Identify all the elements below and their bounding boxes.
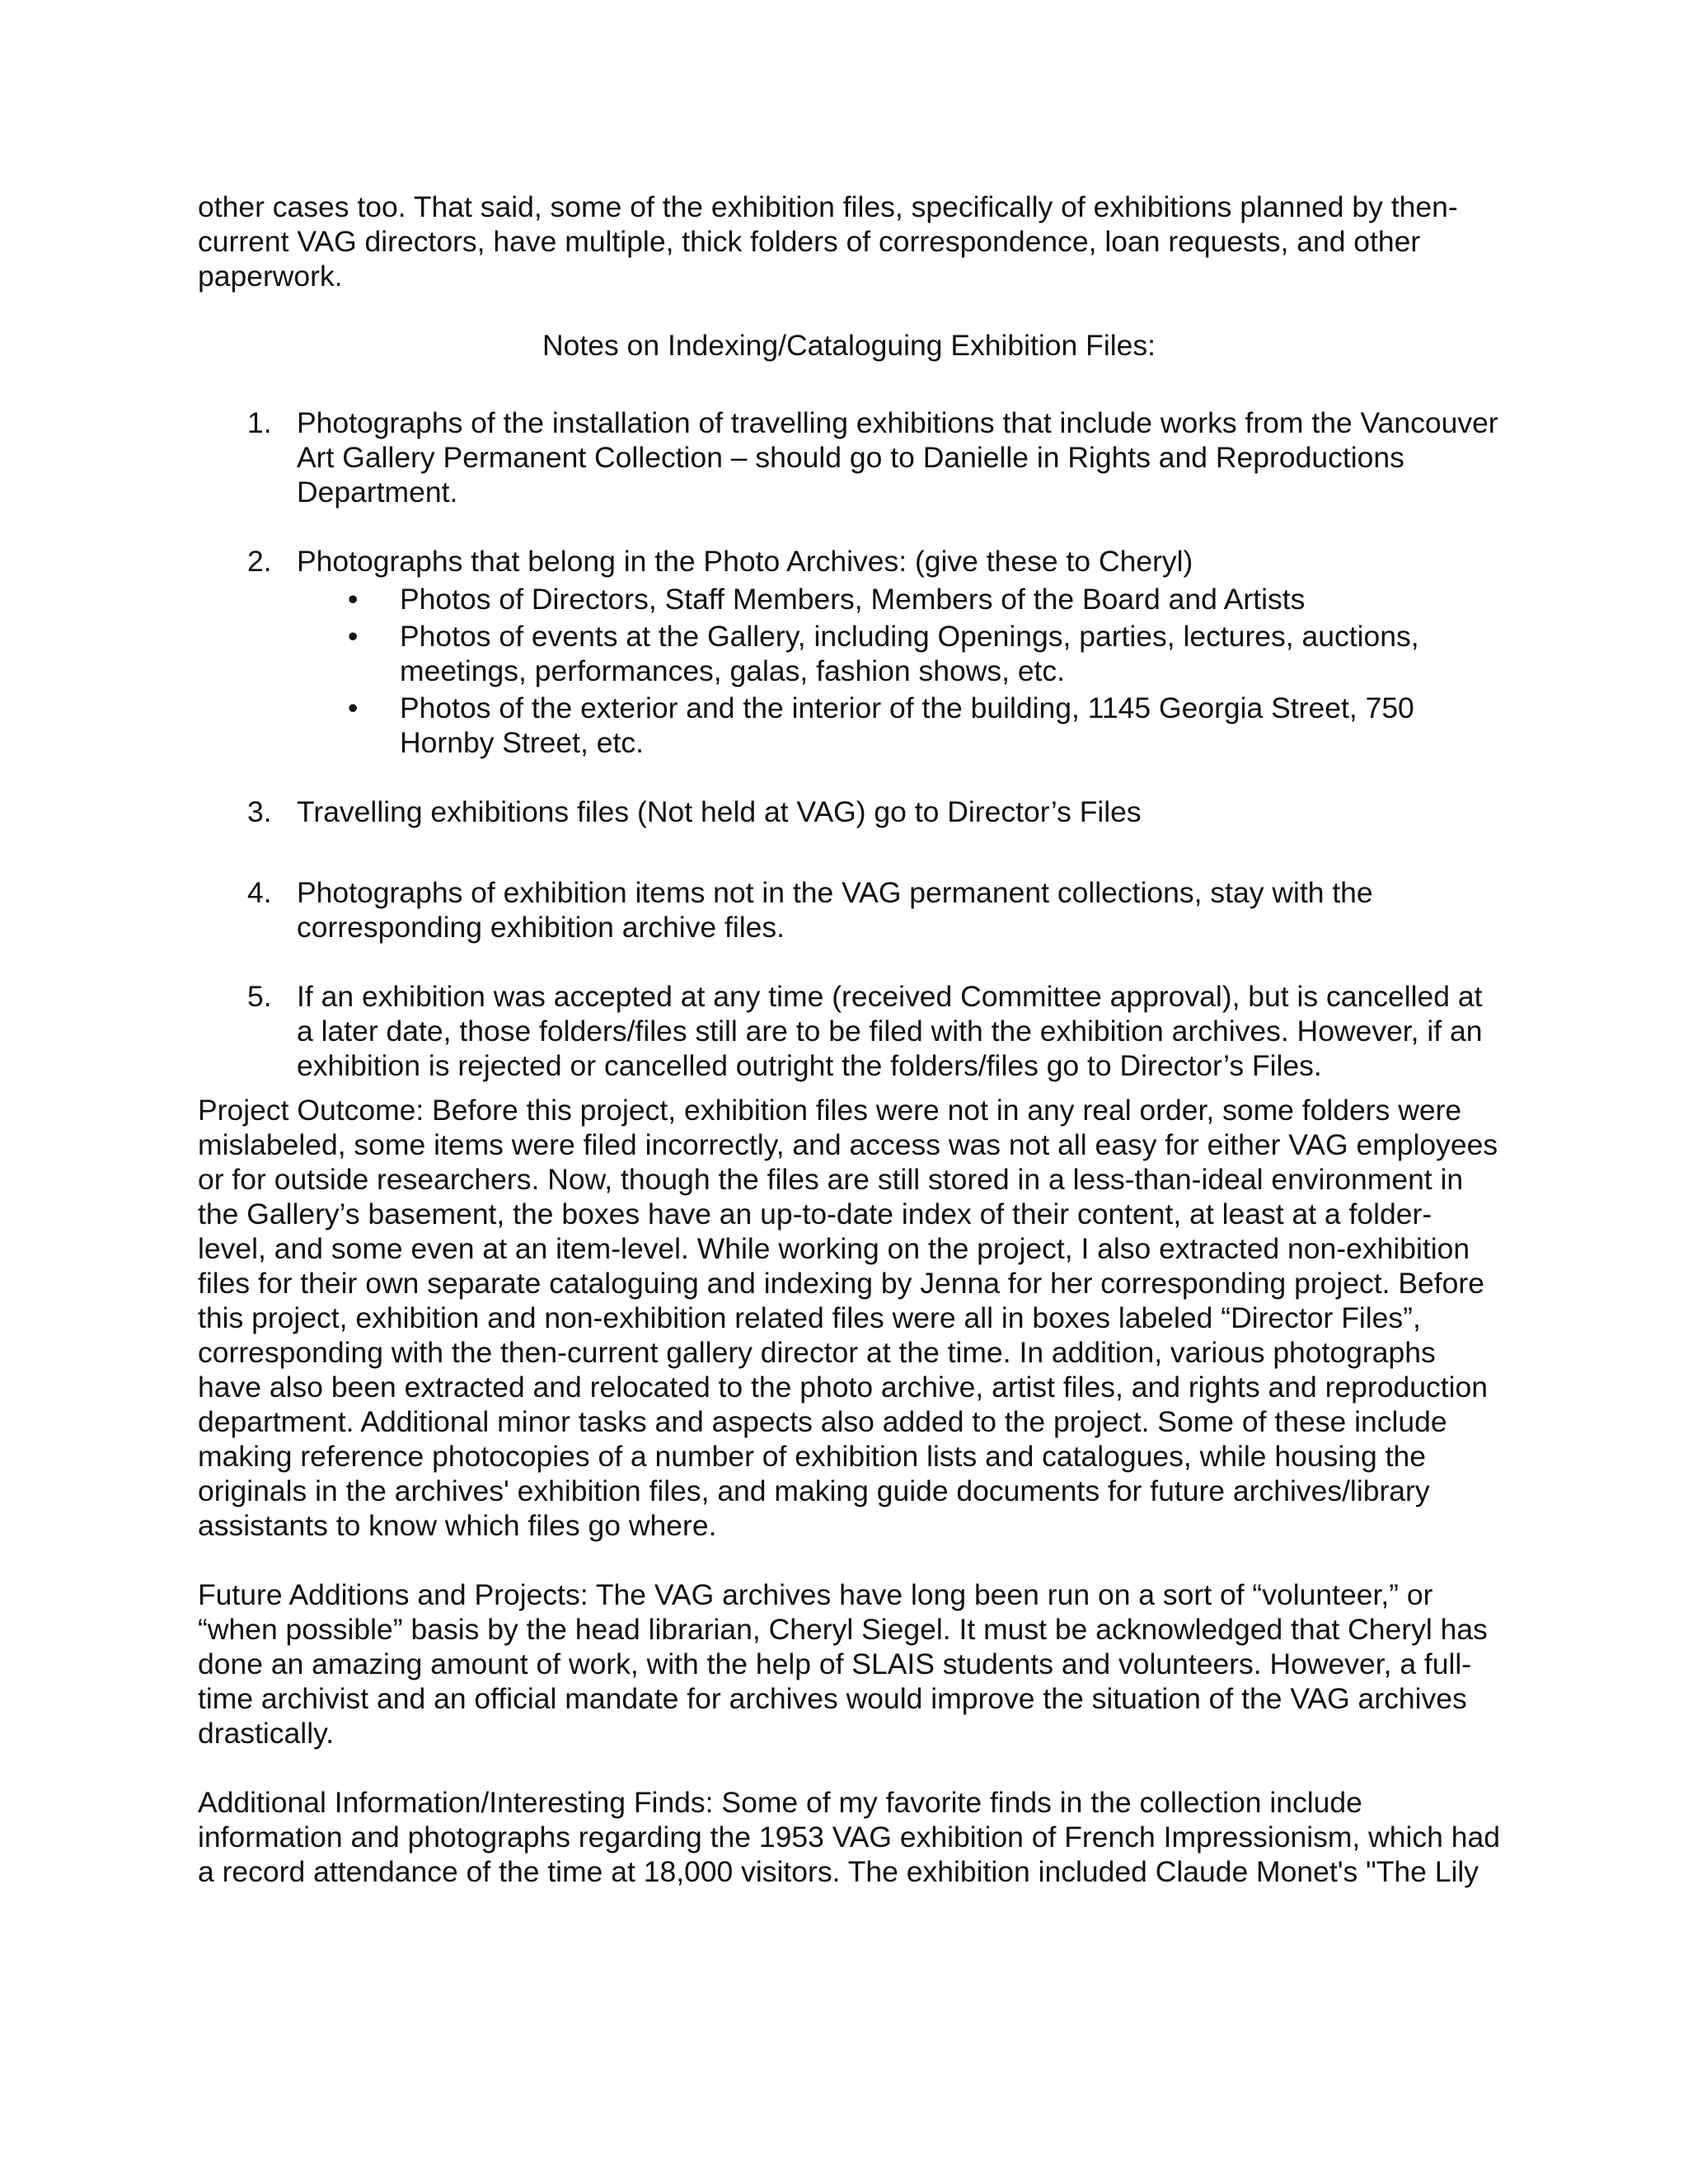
list-item: [198, 979, 1500, 1083]
bullet-item: [297, 582, 1500, 616]
project-outcome-text: Before this project, exhibition files were not in any real order, some folders were mislabeled, some items were filed incorrectly, and access was not all easy for either VAG employees or for outside researchers. Now, though the files are still stored in a less-than-ideal environment in the Gallery’s basement, the boxes have an up-to-date index of their content, at least at a folder-level, and some even at an item-level. While working on the project, I also extracted non-exhibition files for their own separate cataloguing and indexing by Jenna for her corresponding project. Before this project, exhibition and non-exhibition related files were all in boxes labeled “Director Files”, corresponding with the then-current gallery director at the time. In addition, various photographs have also been extracted and relocated to the photo archive, artist files, and rights and reproduction department. Additional minor tasks and aspects also added to the project. Some of these include making reference photocopies of a number of exhibition lists and catalogues, while housing the originals in the archives' exhibition files, and making guide documents for future archives/library assistants to know which files go where.: [198, 1094, 1498, 1542]
list-number: 1.: [247, 406, 272, 439]
bullet-text: Photos of events at the Gallery, including Openings, parties, lectures, auctions, meetings, performances, galas, fashion shows, etc.: [400, 620, 1419, 687]
bullet-item: [297, 691, 1500, 760]
additional-info-paragraph: [198, 1785, 1500, 1889]
bullet-icon: •: [348, 620, 359, 653]
notes-list: [198, 405, 1500, 1083]
list-number: 4.: [247, 876, 272, 909]
bullet-item: [297, 619, 1500, 688]
list-item-text: Photographs of exhibition items not in the VAG permanent collections, stay with the corresponding exhibition archive files.: [297, 876, 1373, 944]
list-number: 2.: [247, 545, 272, 578]
future-additions-label: Future Additions and Projects:: [198, 1578, 588, 1611]
list-number: 3.: [247, 795, 272, 828]
future-additions-paragraph: [198, 1577, 1500, 1750]
list-item: [198, 544, 1500, 760]
list-number: 5.: [247, 980, 272, 1013]
project-outcome-label: Project Outcome:: [198, 1094, 424, 1127]
list-item-text: Travelling exhibitions files (Not held at VAG) go to Director’s Files: [297, 795, 1142, 828]
list-item-text: Photographs of the installation of travelling exhibitions that include works from the Vancouver Art Gallery Permanent Collection – should go to Danielle in Rights and Reproductions Department.: [297, 406, 1498, 509]
list-item: [198, 875, 1500, 944]
document-page: [198, 190, 1500, 1924]
bullet-icon: •: [348, 691, 359, 724]
future-additions-text: The VAG archives have long been run on a sort of “volunteer,” or “when possible” basis by the head librarian, Cheryl Siegel. It must be acknowledged that Cheryl has done an amazing amount of work, with the help of SLAIS students and volunteers. However, a full-time archivist and an official mandate for archives would improve the situation of the VAG archives drastically.: [198, 1578, 1488, 1750]
project-outcome-paragraph: [198, 1093, 1500, 1543]
additional-info-label: Additional Information/Interesting Finds:: [198, 1786, 714, 1819]
list-item-text: Photographs that belong in the Photo Archives: (give these to Cheryl): [297, 545, 1193, 578]
bullet-list: [297, 582, 1500, 760]
bullet-icon: •: [348, 583, 359, 616]
list-item: [198, 405, 1500, 509]
bullet-text: Photos of the exterior and the interior of the building, 1145 Georgia Street, 750 Hornby Street, etc.: [400, 691, 1414, 759]
list-item: [198, 794, 1500, 829]
list-item-text: If an exhibition was accepted at any time (received Committee approval), but is cancelled at a later date, those folders/files still are to be filed with the exhibition archives. However, if an exhibition is rejected or cancelled outright the folders/files go to Director’s Files.: [297, 980, 1483, 1082]
bullet-text: Photos of Directors, Staff Members, Members of the Board and Artists: [400, 583, 1306, 616]
additional-info-text: Some of my favorite finds in the collection include information and photographs regarding the 1953 VAG exhibition of French Impressionism, which had a record attendance of the time at 18,000 visitors. The exhibition included Claude Monet's "The Lily: [198, 1786, 1500, 1888]
section-heading: Notes on Indexing/Cataloguing Exhibition Files:: [542, 329, 1156, 362]
intro-paragraph: other cases too. That said, some of the exhibition files, specifically of exhibitions planned by then-current VAG directors, have multiple, thick folders of correspondence, loan requests, and other paperwork.: [198, 190, 1458, 293]
